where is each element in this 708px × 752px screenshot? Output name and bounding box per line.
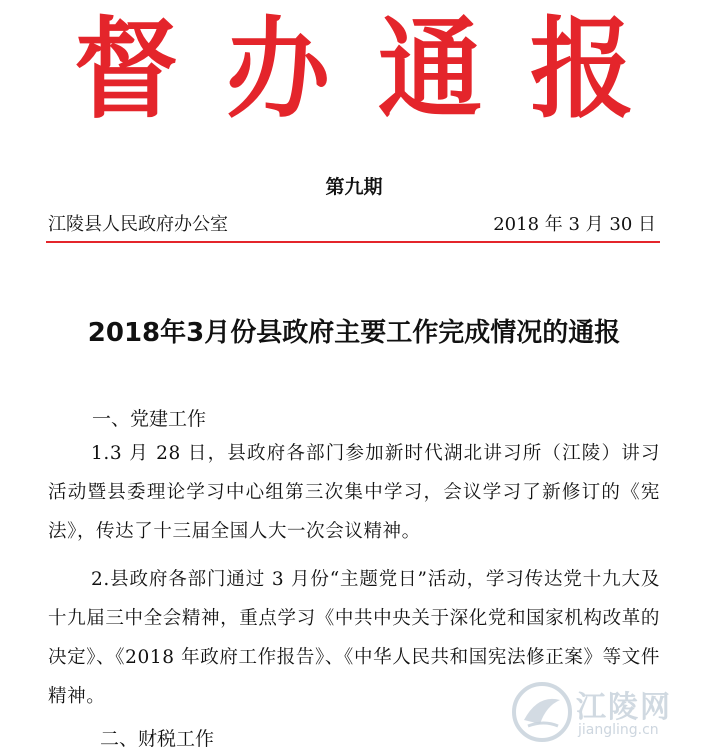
header-divider (46, 241, 660, 243)
issuer: 江陵县人民政府办公室 (48, 214, 228, 235)
paragraph-1: 1.3 月 28 日，县政府各部门参加新时代湖北讲习所（江陵）讲习活动暨县委理论学习中心组第三次集中学习，会议学习了新修订的《宪法》，传达了十三届全国人大一次会议精神。 (48, 443, 660, 542)
paragraph-2: 2.县政府各部门通过 3 月份“主题党日”活动，学习传达党十九大及十九届三中全会精神，重点学习《中共中央关于深化党和国家机构改革的决定》、《2018 年政府工作报告》、《中华人民共和国宪法修正案》等文件精神。 (48, 569, 660, 707)
site-name: 江陵网 (576, 690, 672, 725)
section-heading-finance: 二、财税工作 (100, 728, 215, 750)
masthead (0, 4, 708, 134)
section-heading-party: 一、党建工作 (92, 408, 207, 430)
site-logo-icon (510, 680, 574, 744)
masthead-title: 督办通报 (73, 4, 682, 134)
issue-date: 2018 年 3 月 30 日 (493, 214, 656, 235)
issue-number: 第九期 (325, 176, 383, 198)
document-title: 2018年3月份县政府主要工作完成情况的通报 (87, 318, 621, 348)
site-url: jiangling.cn (578, 722, 659, 738)
site-watermark (510, 672, 700, 752)
